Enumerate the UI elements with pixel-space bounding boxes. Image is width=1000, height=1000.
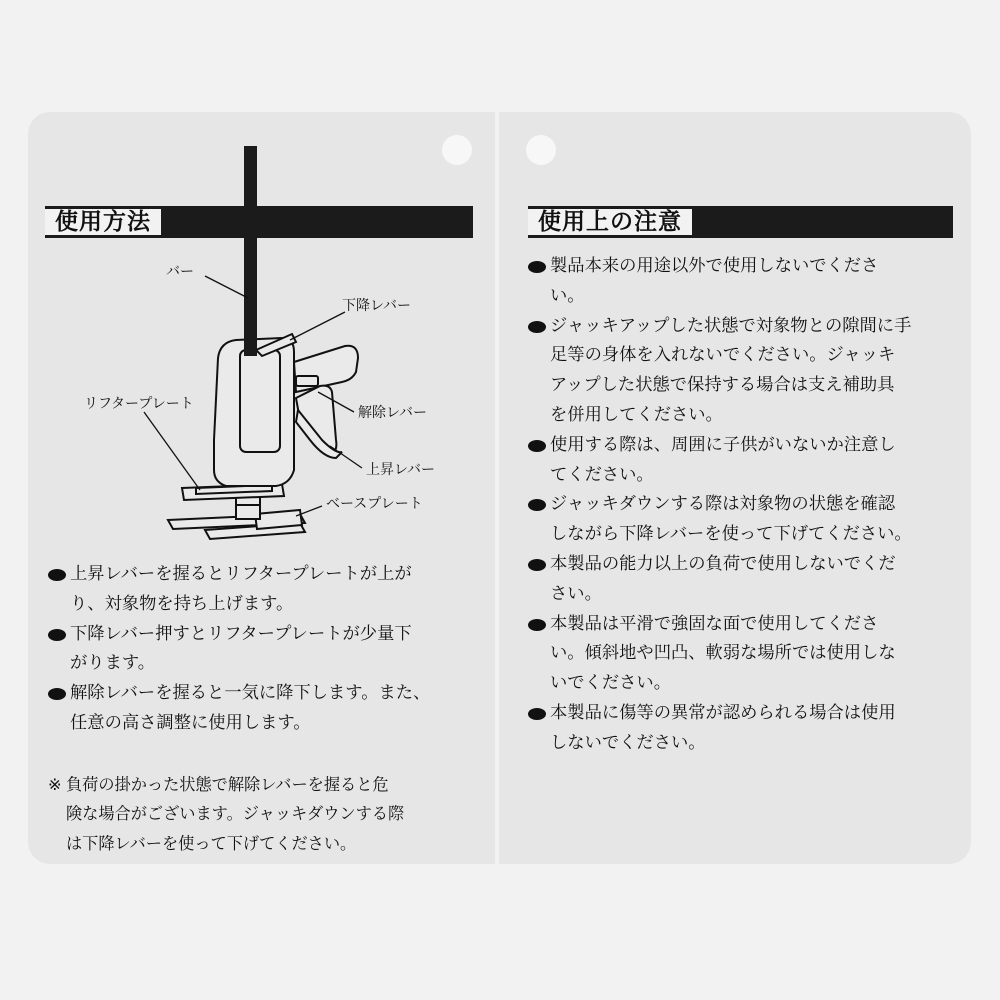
label-lower-lever: 下降レバー — [342, 298, 412, 314]
precautions-list — [528, 252, 960, 759]
caution-note — [48, 770, 468, 858]
label-bar: バー — [166, 264, 194, 280]
note-mark: ※ — [48, 775, 62, 794]
bullet-dot — [528, 321, 546, 333]
usage-title: 使用方法 — [45, 209, 161, 235]
bar-shape — [244, 146, 257, 356]
precaution-item: ジャッキダウンする際は対象物の状態を確認 しながら下降レバーを使って下げてください。 — [528, 490, 960, 550]
label-raise-lever: 上昇レバー — [366, 462, 436, 478]
note-line: 険な場合がございます。ジャッキダウンする際 — [66, 804, 405, 824]
base-block-shape — [236, 497, 260, 519]
label-lifter-plate: リフタープレート — [84, 396, 194, 412]
precautions-title: 使用上の注意 — [528, 209, 692, 235]
precaution-item: 本製品の能力以上の負荷で使用しないでくだ さい。 — [528, 550, 960, 610]
usage-item: 下降レバー押すとリフタープレートが少量下 がります。 — [48, 620, 476, 680]
note-line: 負荷の掛かった状態で解除レバーを握ると危 — [66, 775, 389, 794]
jack-handle-shape — [294, 346, 358, 458]
note-line: は下降レバーを使って下げてください。 — [66, 833, 357, 853]
bullet-dot — [528, 499, 546, 511]
jack-body-shape — [214, 338, 294, 486]
bullet-dot — [48, 569, 66, 581]
usage-list — [48, 560, 476, 739]
label-release-lever: 解除レバー — [358, 405, 428, 421]
precaution-item: 製品本来の用途以外で使用しないでくださ い。 — [528, 252, 960, 312]
usage-item: 解除レバーを握ると一気に降下します。また、 任意の高さ調整に使用します。 — [48, 679, 476, 739]
precaution-item: 使用する際は、周囲に子供がいないか注意し てください。 — [528, 431, 960, 491]
bullet-dot — [528, 559, 546, 571]
hang-hole-right — [526, 135, 556, 165]
bullet-dot — [528, 708, 546, 720]
precaution-item: 本製品に傷等の異常が認められる場合は使用 しないでください。 — [528, 699, 960, 759]
label-base-plate: ベースプレート — [326, 496, 423, 512]
bullet-dot — [528, 440, 546, 452]
precaution-item: ジャッキアップした状態で対象物との隙間に手 足等の身体を入れないでください。ジャッキ アップした状態で保持する場合は支え補助具 を併用してください。 — [528, 312, 960, 431]
bullet-dot — [528, 619, 546, 631]
precaution-item: 本製品は平滑で強固な面で使用してくださ い。傾斜地や凹凸、軟弱な場所では使用しな いでください。 — [528, 610, 960, 699]
precautions-header-bar — [528, 206, 953, 238]
bullet-dot — [528, 261, 546, 273]
bullet-dot — [48, 688, 66, 700]
usage-item: 上昇レバーを握るとリフタープレートが上が り、対象物を持ち上げます。 — [48, 560, 476, 620]
bullet-dot — [48, 629, 66, 641]
